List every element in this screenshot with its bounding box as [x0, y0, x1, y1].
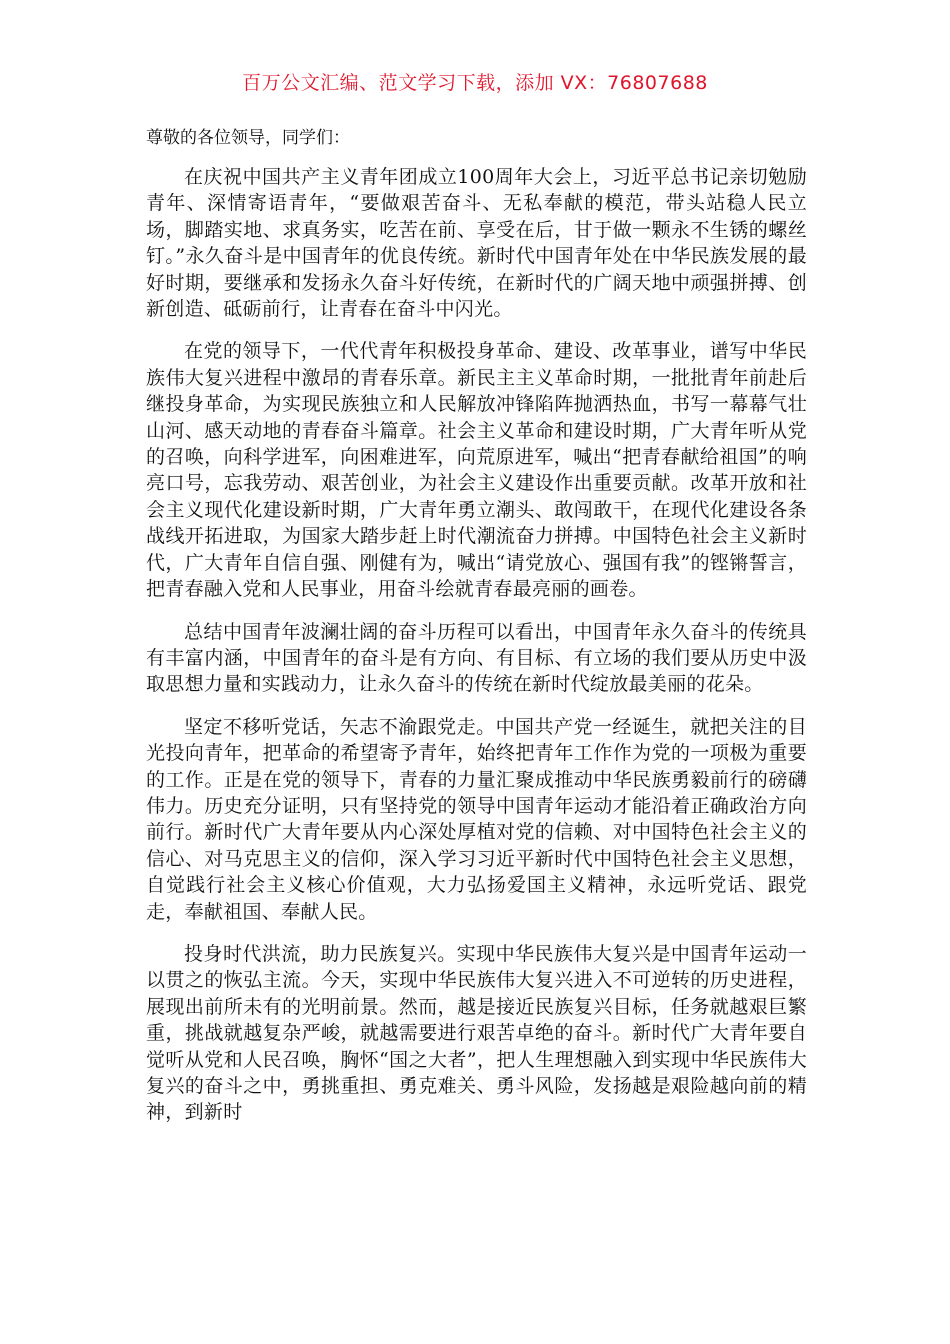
- document-body: [146, 125, 807, 1142]
- paragraph-5: 投身时代洪流，助力民族复兴。实现中华民族伟大复兴是中国青年运动一以贯之的恢弘主流。今天，实现中华民族伟大复兴进入不可逆转的历史进程，展现出前所未有的光明前景。然而，越是接近民族复兴目标，任务就越艰巨繁重，挑战就越复杂严峻，就越需要进行艰苦卓绝的奋斗。新时代广大青年要自觉听从党和人民召唤，胸怀“国之大者”，把人生理想融入到实现中华民族伟大复兴的奋斗之中，勇挑重担、勇克难关、勇斗风险，发扬越是艰险越向前的精神，到新时: [146, 942, 807, 1124]
- paragraph-2: 在党的领导下，一代代青年积极投身革命、建设、改革事业，谱写中华民族伟大复兴进程中激昂的青春乐章。新民主主义革命时期，一批批青年前赴后继投身革命，为实现民族独立和人民解放冲锋陷阵抛洒热血，书写一幕幕气壮山河、感天动地的青春奋斗篇章。社会主义革命和建设时期，广大青年听从党的召唤，向科学进军，向困难进军，向荒原进军，喊出“把青春献给祖国”的响亮口号，忘我劳动、艰苦创业，为社会主义建设作出重要贡献。改革开放和社会主义现代化建设新时期，广大青年勇立潮头、敢闯敢干，在现代化建设各条战线开拓进取，为国家大踏步赶上时代潮流奋力拼搏。中国特色社会主义新时代，广大青年自信自强、刚健有为，喊出“请党放心、强国有我”的铿锵誓言，把青春融入党和人民事业，用奋斗绘就青春最亮丽的画卷。: [146, 340, 807, 601]
- header-banner: 百万公文汇编、范文学习下载，添加 VX：76807688: [242, 72, 708, 94]
- paragraph-3: 总结中国青年波澜壮阔的奋斗历程可以看出，中国青年永久奋斗的传统具有丰富内涵，中国青年的奋斗是有方向、有目标、有立场的我们要从历史中汲取思想力量和实践动力，让永久奋斗的传统在新时代绽放最美丽的花朵。: [146, 620, 807, 696]
- paragraph-4: 坚定不移听党话，矢志不渝跟党走。中国共产党一经诞生，就把关注的目光投向青年，把革命的希望寄予青年，始终把青年工作作为党的一项极为重要的工作。正是在党的领导下，青春的力量汇聚成推动中华民族勇毅前行的磅礴伟力。历史充分证明，只有坚持党的领导中国青年运动才能沿着正确政治方向前行。新时代广大青年要从内心深处厚植对党的信赖、对中国特色社会主义的信心、对马克思主义的信仰，深入学习习近平新时代中国特色社会主义思想，自觉践行社会主义核心价值观，大力弘扬爱国主义精神，永远听党话、跟党走，奉献祖国、奉献人民。: [146, 715, 807, 923]
- paragraph-1: 在庆祝中国共产主义青年团成立100周年大会上，习近平总书记亲切勉励青年、深情寄语青年，“要做艰苦奋斗、无私奉献的模范，带头站稳人民立场，脚踏实地、求真务实，吃苦在前、享受在后，甘于做一颗永不生锈的螺丝钉。”永久奋斗是中国青年的优良传统。新时代中国青年处在中华民族发展的最好时期，要继承和发扬永久奋斗好传统，在新时代的广阔天地中顽强拼搏、创新创造、砥砺前行，让青春在奋斗中闪光。: [146, 166, 807, 321]
- greeting: 尊敬的各位领导，同学们：: [146, 128, 350, 148]
